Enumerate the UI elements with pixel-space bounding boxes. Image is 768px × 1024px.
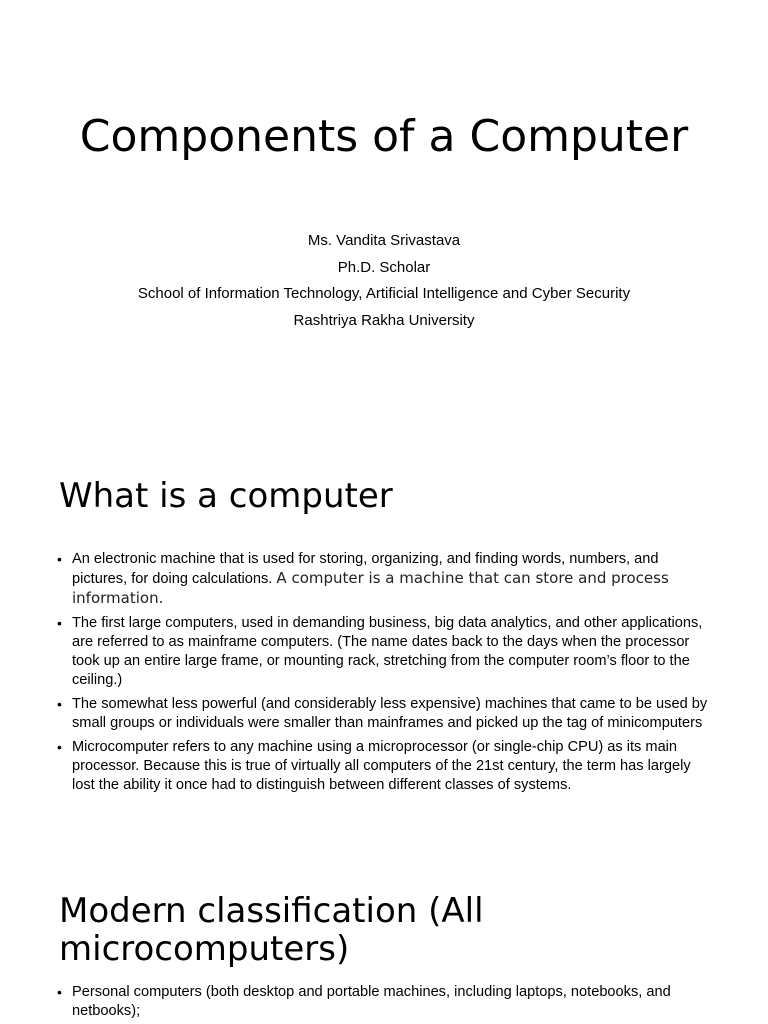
bullet-text: Personal computers (both desktop and portable machines, including laptops, notebooks, and netbooks);	[72, 984, 671, 1019]
bullet-text-emphasis: A computer is a machine that can store and process information.	[72, 569, 669, 607]
slide-heading: What is a computer	[59, 476, 393, 516]
presenter-name: Ms. Vandita Srivastava	[307, 232, 461, 249]
bullet-text: Microcomputer refers to any machine using a microprocessor (or single-chip CPU) as its main processor. Because this is true of virtually all computers of the 21st century, the term has largely lost the ability it once had to distinguish between different classes of systems.	[72, 739, 691, 793]
bullet-list	[57, 983, 717, 1024]
bullet-icon: •	[57, 615, 62, 631]
bullet-text: The first large computers, used in demanding business, big data analytics, and other applications, are referred to as mainframe computers. (The name dates back to the days when the processor took up an entire large frame, or mounting rack, stretching from the computer room’s floor to the ceiling.)	[72, 615, 703, 688]
bullet-icon: •	[57, 739, 62, 755]
presentation-title: Components of a Computer	[79, 111, 689, 162]
bullet-icon: •	[57, 984, 62, 1000]
presenter-school: School of Information Technology, Artificial Intelligence and Cyber Security	[137, 285, 631, 303]
what-is-computer-slide	[0, 410, 768, 820]
modern-classification-slide	[0, 820, 768, 1024]
list-item	[57, 614, 717, 690]
bullet-icon: •	[57, 696, 62, 712]
list-item	[57, 738, 717, 795]
bullet-text: An electronic machine that is used for storing, organizing, and finding words, numbers, and pictures, for doing calculations.	[72, 551, 659, 587]
bullet-text: The somewhat less powerful (and considerably less expensive) machines that came to be used by small groups or individuals were smaller than mainframes and picked up the tag of minicomputers	[72, 696, 708, 731]
presenter-university: Rashtriya Rakha University	[293, 312, 475, 330]
presenter-info	[0, 228, 768, 335]
presenter-degree: Ph.D. Scholar	[337, 258, 431, 276]
title-slide	[0, 0, 768, 410]
list-item	[57, 695, 717, 733]
bullet-list	[57, 550, 717, 800]
bullet-icon: •	[57, 551, 62, 567]
slide-heading: Modern classification (All microcomputers)	[59, 891, 484, 969]
list-item	[57, 983, 717, 1021]
list-item	[57, 550, 717, 609]
